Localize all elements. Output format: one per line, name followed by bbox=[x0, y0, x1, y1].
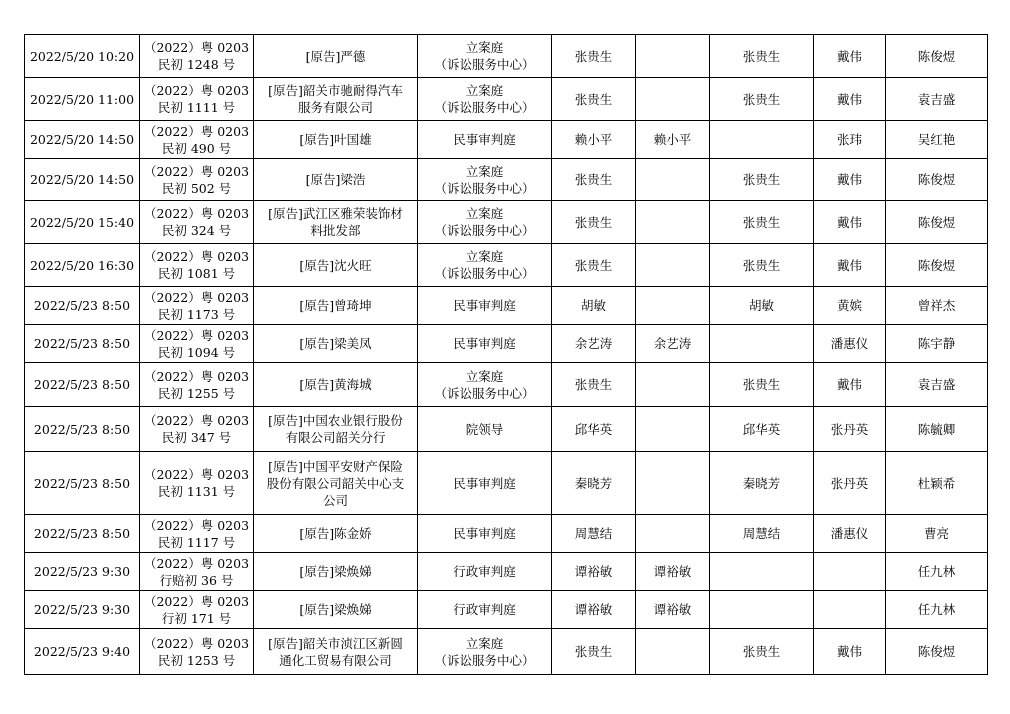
table-row bbox=[25, 201, 988, 244]
table-row bbox=[25, 244, 988, 287]
hearing-time-cell: 2022/5/20 14:50 bbox=[25, 121, 140, 159]
tribunal-cell bbox=[418, 591, 552, 629]
case-number-cell-line: 民初 1131 号 bbox=[157, 484, 236, 499]
clerk-cell: 陈俊煜 bbox=[886, 629, 988, 675]
clerk-cell: 任九林 bbox=[886, 591, 988, 629]
case-number-cell bbox=[140, 325, 254, 363]
case-number-cell-line: 民初 1173 号 bbox=[157, 306, 236, 322]
presiding-judge-cell: 张贵生 bbox=[710, 363, 814, 407]
presiding-judge-cell: 张贵生 bbox=[710, 201, 814, 244]
tribunal-cell-line: （诉讼服务中心） bbox=[434, 180, 535, 196]
tribunal-cell-line: （诉讼服务中心） bbox=[434, 385, 535, 401]
party-cell-line: [原告]曾琦坤 bbox=[299, 298, 372, 313]
case-number-cell-line: 民初 1255 号 bbox=[157, 385, 236, 401]
presiding-judge-cell: 张贵生 bbox=[710, 35, 814, 78]
table-row bbox=[25, 121, 988, 159]
case-number-cell bbox=[140, 244, 254, 287]
party-cell bbox=[254, 629, 418, 675]
judge-assistant-cell: 戴伟 bbox=[814, 78, 886, 121]
tribunal-cell-line: 立案庭 bbox=[465, 40, 504, 55]
clerk-cell: 陈宇静 bbox=[886, 325, 988, 363]
presiding-judge-cell: 秦晓芳 bbox=[710, 452, 814, 515]
table-row bbox=[25, 452, 988, 515]
tribunal-cell bbox=[418, 553, 552, 591]
case-number-cell bbox=[140, 363, 254, 407]
case-number-cell-line: （2022）粤 0203 bbox=[143, 413, 250, 428]
case-number-cell-line: （2022）粤 0203 bbox=[143, 593, 250, 609]
presiding-judge-cell bbox=[710, 325, 814, 363]
hearing-time-cell: 2022/5/23 8:50 bbox=[25, 515, 140, 553]
party-cell-line: [原告]严德 bbox=[305, 48, 366, 64]
judge-cell: 张贵生 bbox=[552, 159, 636, 201]
case-number-cell-line: 民初 1081 号 bbox=[157, 266, 236, 281]
presiding-judge-cell: 张贵生 bbox=[710, 244, 814, 287]
sole-judge-cell: 赖小平 bbox=[636, 121, 710, 159]
clerk-cell: 陈俊煜 bbox=[886, 35, 988, 78]
case-number-cell-line: （2022）粤 0203 bbox=[143, 467, 250, 482]
sole-judge-cell: 谭裕敏 bbox=[636, 591, 710, 629]
clerk-cell: 任九林 bbox=[886, 553, 988, 591]
judge-assistant-cell: 张丹英 bbox=[814, 407, 886, 452]
hearing-time-cell: 2022/5/23 9:40 bbox=[25, 629, 140, 675]
case-number-cell bbox=[140, 515, 254, 553]
case-number-cell bbox=[140, 629, 254, 675]
sole-judge-cell bbox=[636, 78, 710, 121]
party-cell bbox=[254, 452, 418, 515]
hearing-time-cell: 2022/5/20 14:50 bbox=[25, 159, 140, 201]
clerk-cell: 陈俊煜 bbox=[886, 244, 988, 287]
case-number-cell bbox=[140, 452, 254, 515]
clerk-cell: 陈毓卿 bbox=[886, 407, 988, 452]
tribunal-cell-line: 立案庭 bbox=[465, 206, 504, 221]
table-row bbox=[25, 35, 988, 78]
judge-cell: 胡敏 bbox=[552, 287, 636, 325]
presiding-judge-cell bbox=[710, 553, 814, 591]
presiding-judge-cell: 张贵生 bbox=[710, 159, 814, 201]
hearing-time-cell: 2022/5/23 8:50 bbox=[25, 452, 140, 515]
party-cell-line: [原告]黄海城 bbox=[299, 377, 372, 392]
sole-judge-cell bbox=[636, 287, 710, 325]
judge-cell: 张贵生 bbox=[552, 629, 636, 675]
case-number-cell-line: （2022）粤 0203 bbox=[143, 83, 250, 98]
clerk-cell: 吴红艳 bbox=[886, 121, 988, 159]
tribunal-cell bbox=[418, 287, 552, 325]
judge-cell: 余艺涛 bbox=[552, 325, 636, 363]
tribunal-cell bbox=[418, 35, 552, 78]
party-cell-line: [原告]梁美凤 bbox=[299, 336, 372, 351]
case-number-cell-line: （2022）粤 0203 bbox=[143, 555, 250, 571]
tribunal-cell-line: 院领导 bbox=[465, 421, 504, 437]
judge-cell: 张贵生 bbox=[552, 363, 636, 407]
sole-judge-cell bbox=[636, 407, 710, 452]
case-number-cell bbox=[140, 591, 254, 629]
hearing-time-cell: 2022/5/20 10:20 bbox=[25, 35, 140, 78]
table-row bbox=[25, 325, 988, 363]
table-row bbox=[25, 78, 988, 121]
judge-cell: 谭裕敏 bbox=[552, 553, 636, 591]
judge-assistant-cell: 戴伟 bbox=[814, 35, 886, 78]
case-number-cell-line: （2022）粤 0203 bbox=[143, 40, 250, 55]
party-cell bbox=[254, 78, 418, 121]
case-number-cell-line: 民初 1111 号 bbox=[157, 100, 236, 115]
judge-cell: 张贵生 bbox=[552, 201, 636, 244]
tribunal-cell bbox=[418, 629, 552, 675]
tribunal-cell-line: 立案庭 bbox=[465, 83, 504, 98]
party-cell-line: 通化工贸易有限公司 bbox=[279, 652, 392, 668]
clerk-cell: 曹亮 bbox=[886, 515, 988, 553]
case-number-cell-line: 民初 324 号 bbox=[161, 223, 232, 238]
judge-assistant-cell: 戴伟 bbox=[814, 244, 886, 287]
hearing-time-cell: 2022/5/20 11:00 bbox=[25, 78, 140, 121]
case-number-cell bbox=[140, 407, 254, 452]
tribunal-cell bbox=[418, 515, 552, 553]
party-cell-line: [原告]沈火旺 bbox=[299, 257, 372, 273]
table-row bbox=[25, 591, 988, 629]
table-row bbox=[25, 159, 988, 201]
presiding-judge-cell: 张贵生 bbox=[710, 629, 814, 675]
tribunal-cell-line: 立案庭 bbox=[465, 368, 504, 384]
tribunal-cell-line: （诉讼服务中心） bbox=[434, 57, 535, 72]
tribunal-cell-line: 民事审判庭 bbox=[453, 336, 516, 351]
table-row bbox=[25, 629, 988, 675]
presiding-judge-cell: 张贵生 bbox=[710, 78, 814, 121]
party-cell bbox=[254, 591, 418, 629]
presiding-judge-cell: 邱华英 bbox=[710, 407, 814, 452]
judge-assistant-cell bbox=[814, 553, 886, 591]
party-cell bbox=[254, 159, 418, 201]
judge-assistant-cell: 黄嫔 bbox=[814, 287, 886, 325]
party-cell-line: [原告]梁焕娣 bbox=[299, 564, 372, 579]
presiding-judge-cell: 胡敏 bbox=[710, 287, 814, 325]
tribunal-cell-line: 行政审判庭 bbox=[453, 602, 516, 617]
party-cell-line: [原告]陈金娇 bbox=[299, 526, 372, 541]
clerk-cell: 陈俊煜 bbox=[886, 201, 988, 244]
presiding-judge-cell bbox=[710, 121, 814, 159]
party-cell bbox=[254, 553, 418, 591]
party-cell-line: 料批发部 bbox=[310, 223, 361, 238]
table-row bbox=[25, 553, 988, 591]
clerk-cell: 袁吉盛 bbox=[886, 78, 988, 121]
tribunal-cell bbox=[418, 363, 552, 407]
case-number-cell-line: 民初 1094 号 bbox=[157, 344, 236, 360]
case-number-cell-line: （2022）粤 0203 bbox=[143, 206, 250, 221]
party-cell-line: [原告]武江区雅荣装饰材 bbox=[268, 206, 403, 221]
case-number-cell-line: 民初 347 号 bbox=[161, 430, 232, 445]
sole-judge-cell: 谭裕敏 bbox=[636, 553, 710, 591]
tribunal-cell-line: （诉讼服务中心） bbox=[434, 266, 535, 281]
party-cell-line: [原告]梁浩 bbox=[305, 172, 366, 187]
party-cell bbox=[254, 35, 418, 78]
case-number-cell bbox=[140, 553, 254, 591]
clerk-cell: 曾祥杰 bbox=[886, 287, 988, 325]
party-cell-line: [原告]中国农业银行股份 bbox=[268, 413, 403, 428]
case-number-cell bbox=[140, 35, 254, 78]
party-cell-line: [原告]梁焕娣 bbox=[299, 602, 372, 617]
case-number-cell-line: 行初 171 号 bbox=[161, 610, 232, 626]
judge-assistant-cell: 潘惠仪 bbox=[814, 515, 886, 553]
hearing-time-cell: 2022/5/23 8:50 bbox=[25, 363, 140, 407]
judge-assistant-cell: 张玮 bbox=[814, 121, 886, 159]
hearing-time-cell: 2022/5/23 9:30 bbox=[25, 591, 140, 629]
presiding-judge-cell: 周慧结 bbox=[710, 515, 814, 553]
judge-cell: 邱华英 bbox=[552, 407, 636, 452]
judge-cell: 张贵生 bbox=[552, 35, 636, 78]
case-number-cell bbox=[140, 78, 254, 121]
tribunal-cell-line: 民事审判庭 bbox=[453, 526, 516, 541]
hearing-time-cell: 2022/5/20 15:40 bbox=[25, 201, 140, 244]
case-number-cell-line: 民初 490 号 bbox=[161, 140, 232, 156]
sole-judge-cell bbox=[636, 629, 710, 675]
tribunal-cell bbox=[418, 201, 552, 244]
tribunal-cell bbox=[418, 452, 552, 515]
case-number-cell bbox=[140, 201, 254, 244]
judge-cell: 谭裕敏 bbox=[552, 591, 636, 629]
case-number-cell-line: 民初 1248 号 bbox=[157, 57, 236, 72]
judge-cell: 秦晓芳 bbox=[552, 452, 636, 515]
party-cell bbox=[254, 121, 418, 159]
tribunal-cell-line: 行政审判庭 bbox=[453, 564, 516, 579]
clerk-cell: 陈俊煜 bbox=[886, 159, 988, 201]
judge-assistant-cell: 张丹英 bbox=[814, 452, 886, 515]
case-number-cell bbox=[140, 287, 254, 325]
judge-cell: 赖小平 bbox=[552, 121, 636, 159]
tribunal-cell-line: 民事审判庭 bbox=[453, 298, 516, 313]
tribunal-cell bbox=[418, 159, 552, 201]
party-cell bbox=[254, 363, 418, 407]
party-cell bbox=[254, 244, 418, 287]
clerk-cell: 袁吉盛 bbox=[886, 363, 988, 407]
party-cell bbox=[254, 325, 418, 363]
case-number-cell-line: （2022）粤 0203 bbox=[143, 635, 250, 651]
hearing-schedule-table bbox=[24, 34, 988, 675]
party-cell-line: [原告]叶国雄 bbox=[299, 132, 372, 147]
hearing-time-cell: 2022/5/20 16:30 bbox=[25, 244, 140, 287]
case-number-cell-line: （2022）粤 0203 bbox=[143, 289, 250, 305]
party-cell-line: [原告]韶关市驰耐得汽车 bbox=[268, 83, 403, 98]
party-cell bbox=[254, 287, 418, 325]
tribunal-cell bbox=[418, 244, 552, 287]
tribunal-cell bbox=[418, 407, 552, 452]
tribunal-cell-line: （诉讼服务中心） bbox=[434, 223, 535, 238]
presiding-judge-cell bbox=[710, 591, 814, 629]
case-number-cell-line: 民初 502 号 bbox=[161, 180, 232, 196]
tribunal-cell-line: 民事审判庭 bbox=[453, 475, 516, 491]
party-cell bbox=[254, 515, 418, 553]
party-cell bbox=[254, 407, 418, 452]
case-number-cell-line: 民初 1117 号 bbox=[157, 534, 236, 550]
case-number-cell-line: 民初 1253 号 bbox=[157, 652, 236, 668]
case-number-cell bbox=[140, 121, 254, 159]
sole-judge-cell bbox=[636, 515, 710, 553]
party-cell-line: 公司 bbox=[322, 492, 348, 508]
hearing-time-cell: 2022/5/23 9:30 bbox=[25, 553, 140, 591]
case-number-cell-line: （2022）粤 0203 bbox=[143, 249, 250, 264]
sole-judge-cell bbox=[636, 159, 710, 201]
party-cell-line: 有限公司韶关分行 bbox=[285, 430, 386, 445]
judge-cell: 张贵生 bbox=[552, 78, 636, 121]
table-row bbox=[25, 363, 988, 407]
case-number-cell-line: （2022）粤 0203 bbox=[143, 163, 250, 179]
sole-judge-cell bbox=[636, 363, 710, 407]
case-number-cell-line: （2022）粤 0203 bbox=[143, 123, 250, 139]
tribunal-cell-line: （诉讼服务中心） bbox=[434, 652, 535, 668]
schedule-rows bbox=[25, 35, 988, 675]
clerk-cell: 杜颖希 bbox=[886, 452, 988, 515]
tribunal-cell bbox=[418, 121, 552, 159]
sole-judge-cell bbox=[636, 244, 710, 287]
party-cell-line: 股份有限公司韶关中心支 bbox=[266, 475, 405, 491]
judge-assistant-cell: 戴伟 bbox=[814, 201, 886, 244]
case-number-cell bbox=[140, 159, 254, 201]
table-row bbox=[25, 515, 988, 553]
tribunal-cell-line: 民事审判庭 bbox=[453, 132, 516, 147]
tribunal-cell-line: 立案庭 bbox=[465, 163, 504, 179]
party-cell-line: [原告]韶关市浈江区新圆 bbox=[268, 635, 403, 651]
judge-assistant-cell: 戴伟 bbox=[814, 159, 886, 201]
tribunal-cell-line: 立案庭 bbox=[465, 635, 504, 651]
case-number-cell-line: （2022）粤 0203 bbox=[143, 368, 250, 384]
sole-judge-cell bbox=[636, 201, 710, 244]
judge-assistant-cell: 潘惠仪 bbox=[814, 325, 886, 363]
sole-judge-cell bbox=[636, 35, 710, 78]
hearing-time-cell: 2022/5/23 8:50 bbox=[25, 287, 140, 325]
tribunal-cell bbox=[418, 325, 552, 363]
tribunal-cell-line: 立案庭 bbox=[465, 249, 504, 264]
hearing-time-cell: 2022/5/23 8:50 bbox=[25, 325, 140, 363]
table-row bbox=[25, 407, 988, 452]
party-cell-line: [原告]中国平安财产保险 bbox=[268, 458, 403, 474]
case-number-cell-line: 行赔初 36 号 bbox=[159, 572, 234, 588]
tribunal-cell bbox=[418, 78, 552, 121]
judge-assistant-cell: 戴伟 bbox=[814, 363, 886, 407]
judge-assistant-cell bbox=[814, 591, 886, 629]
case-number-cell-line: （2022）粤 0203 bbox=[143, 327, 250, 343]
judge-assistant-cell: 戴伟 bbox=[814, 629, 886, 675]
case-number-cell-line: （2022）粤 0203 bbox=[143, 517, 250, 533]
table-row bbox=[25, 287, 988, 325]
tribunal-cell-line: （诉讼服务中心） bbox=[434, 100, 535, 115]
judge-cell: 周慧结 bbox=[552, 515, 636, 553]
sole-judge-cell bbox=[636, 452, 710, 515]
judge-cell: 张贵生 bbox=[552, 244, 636, 287]
party-cell bbox=[254, 201, 418, 244]
sole-judge-cell: 余艺涛 bbox=[636, 325, 710, 363]
hearing-time-cell: 2022/5/23 8:50 bbox=[25, 407, 140, 452]
party-cell-line: 服务有限公司 bbox=[297, 100, 373, 115]
